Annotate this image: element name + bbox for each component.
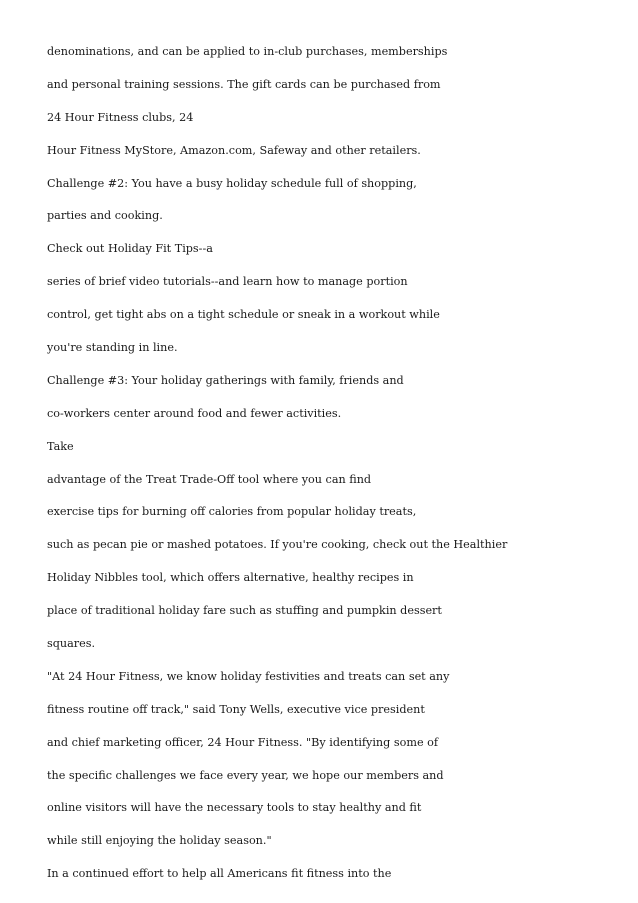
text-line: denominations, and can be applied to in-club purchases, memberships bbox=[47, 45, 448, 58]
text-line: and personal training sessions. The gift cards can be purchased from bbox=[47, 77, 441, 91]
text-line: Challenge #3: Your holiday gatherings with family, friends and bbox=[47, 373, 404, 387]
text-line: In a continued effort to help all Americans fit fitness into the bbox=[47, 867, 392, 881]
text-line: Hour Fitness MyStore, Amazon.com, Safeway and other retailers. bbox=[47, 143, 421, 157]
text-line: and chief marketing officer, 24 Hour Fitness. "By identifying some of bbox=[47, 735, 438, 749]
text-line: the specific challenges we face every year, we hope our members and bbox=[47, 768, 444, 782]
text-line: Holiday Nibbles tool, which offers alternative, healthy recipes in bbox=[47, 571, 414, 585]
text-line: "At 24 Hour Fitness, we know holiday festivities and treats can set any bbox=[47, 669, 450, 683]
text-line: fitness routine off track," said Tony Wells, executive vice president bbox=[47, 702, 425, 716]
text-line: Take bbox=[47, 439, 74, 453]
text-line: exercise tips for burning off calories from popular holiday treats, bbox=[47, 505, 417, 519]
text-line: squares. bbox=[47, 637, 96, 651]
text-line: advantage of the Treat Trade-Off tool where you can find bbox=[47, 472, 372, 486]
text-line: Check out Holiday Fit Tips--a bbox=[47, 242, 213, 256]
text-line: series of brief video tutorials--and learn how to manage portion bbox=[47, 275, 408, 289]
text-line: 24 Hour Fitness clubs, 24 bbox=[47, 110, 194, 124]
text-line: Challenge #2: You have a busy holiday schedule full of shopping, bbox=[47, 176, 417, 190]
text-line: while still enjoying the holiday season." bbox=[47, 834, 272, 848]
text-line: control, get tight abs on a tight schedule or sneak in a workout while bbox=[47, 308, 440, 322]
text-line: place of traditional holiday fare such as stuffing and pumpkin dessert bbox=[47, 604, 442, 618]
text-line: you're standing in line. bbox=[47, 341, 178, 355]
text-line: co-workers center around food and fewer activities. bbox=[47, 406, 342, 420]
document-body bbox=[47, 44, 607, 899]
text-line: parties and cooking. bbox=[47, 209, 163, 223]
text-line: online visitors will have the necessary tools to stay healthy and fit bbox=[47, 801, 422, 815]
text-line: such as pecan pie or mashed potatoes. If you're cooking, check out the Healthier bbox=[47, 538, 508, 552]
